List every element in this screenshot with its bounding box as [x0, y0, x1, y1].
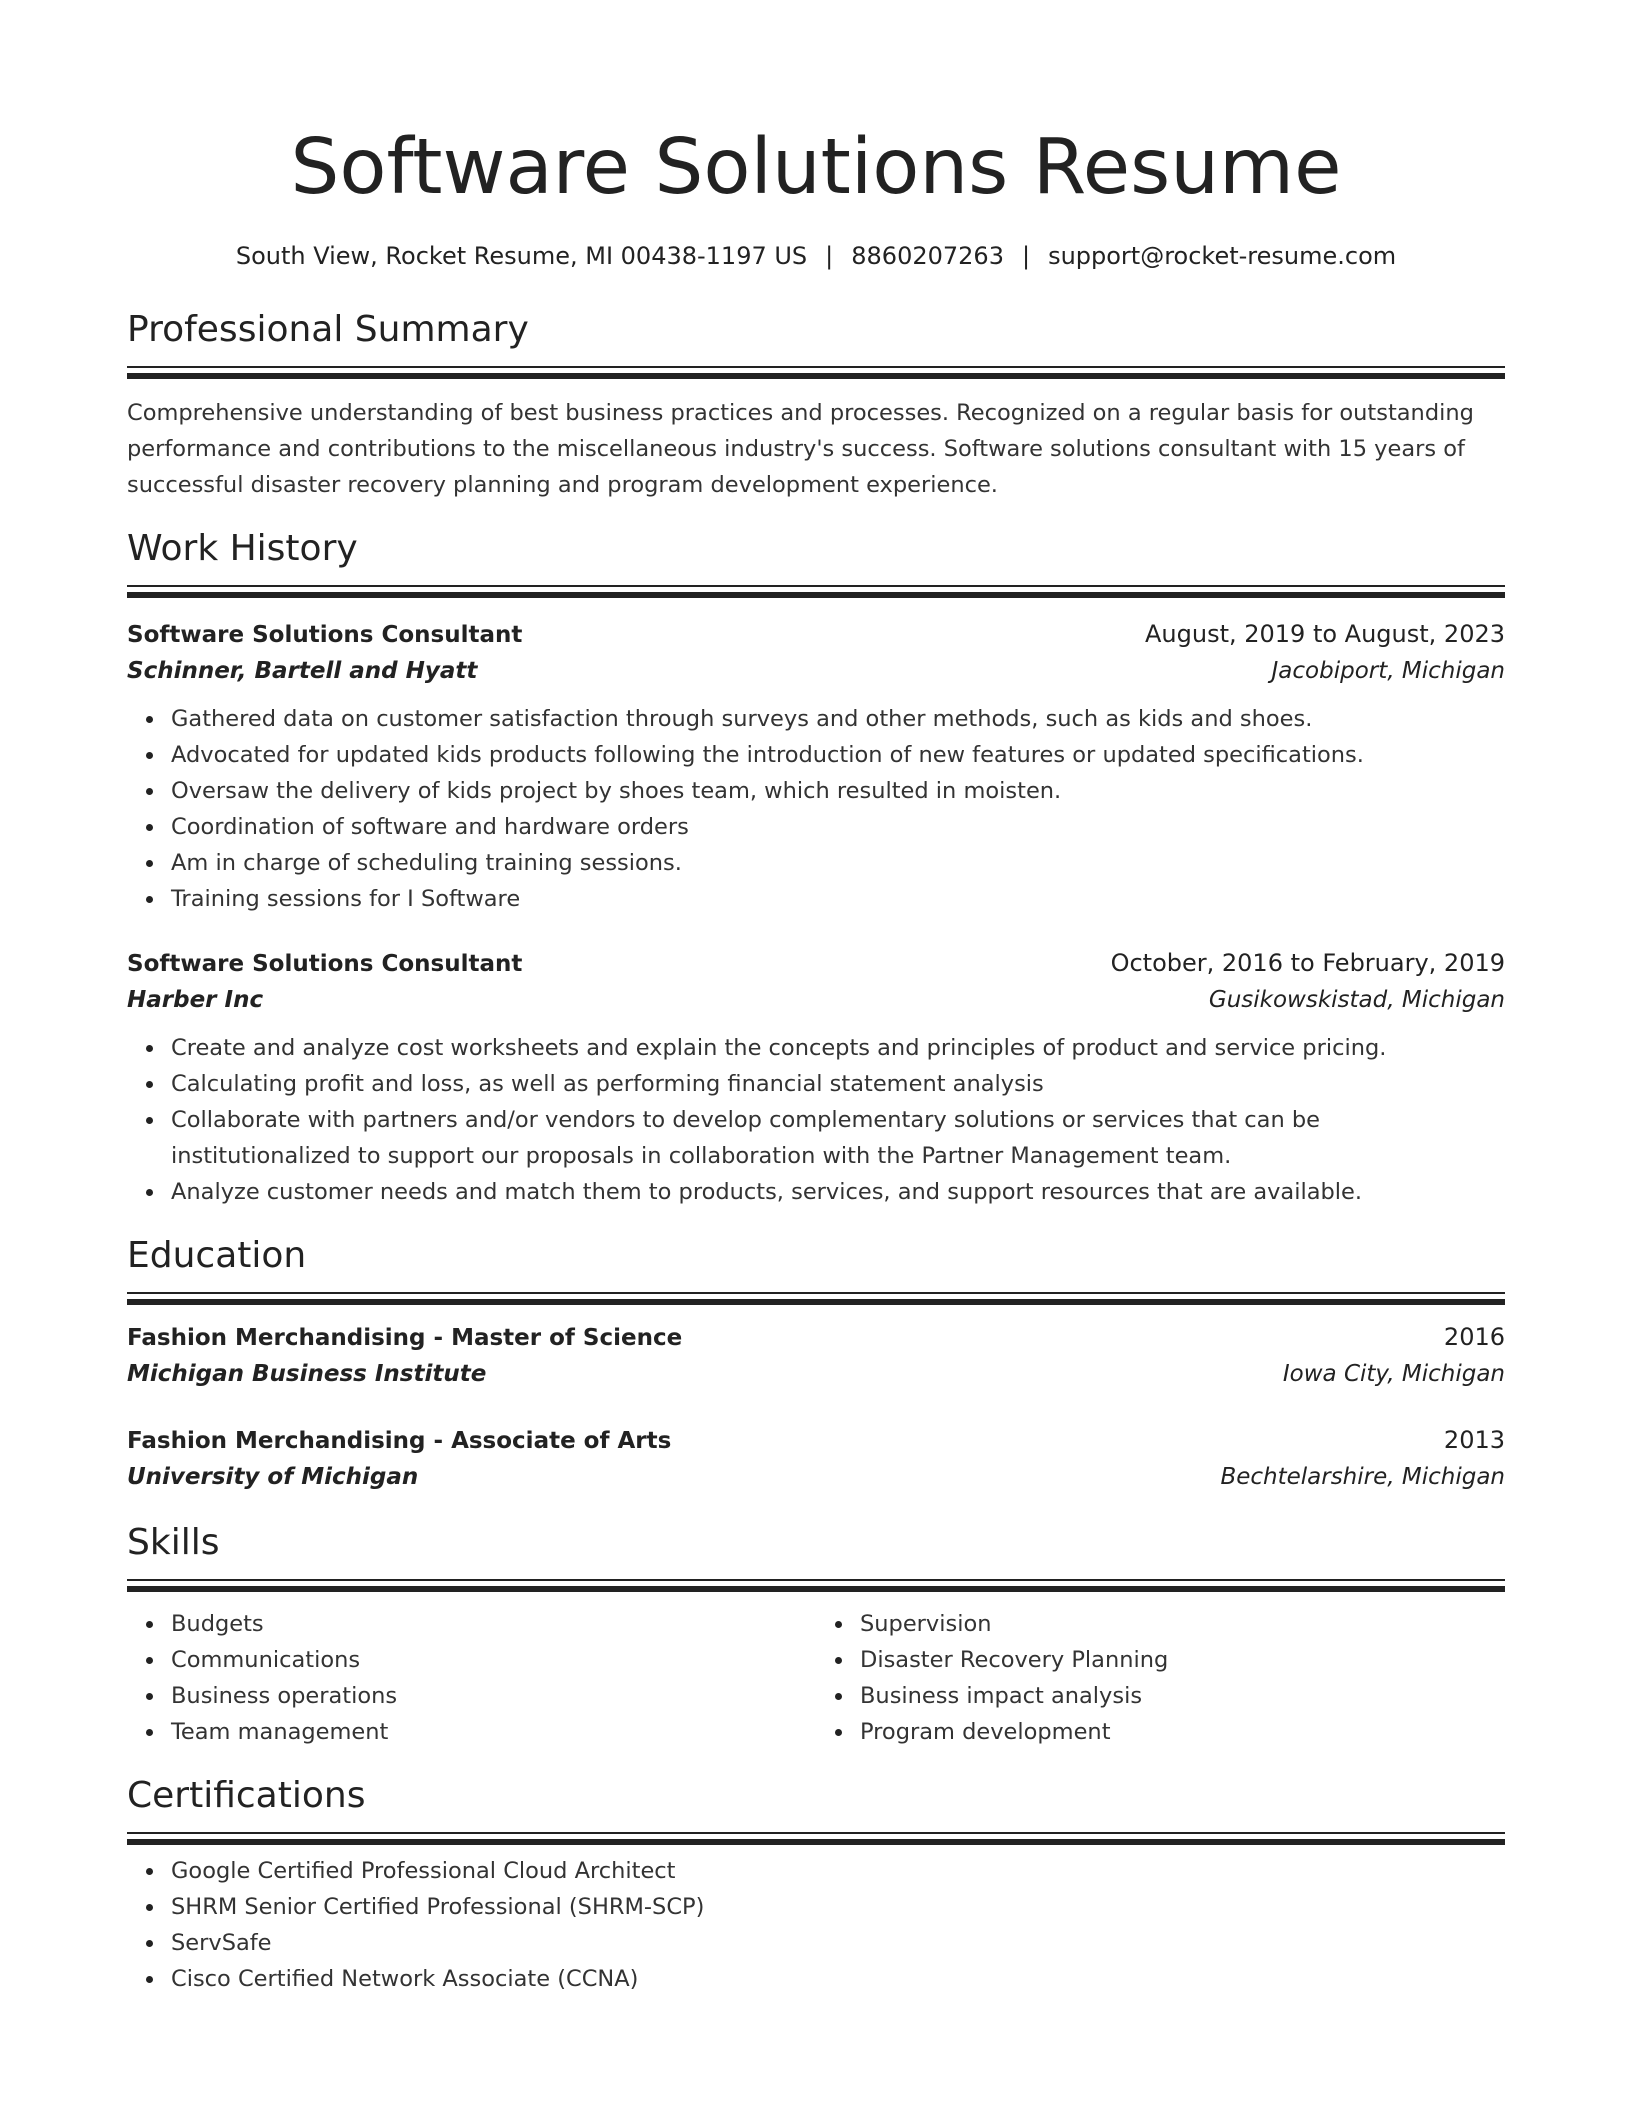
certification-item: ServSafe [171, 1925, 1505, 1961]
job-bullet: Create and analyze cost worksheets and explain the concepts and principles of product and service pricing. [171, 1030, 1505, 1066]
job-entry [127, 945, 1505, 1210]
job-bullet: Oversaw the delivery of kids project by shoes team, which resulted in moisten. [171, 773, 1505, 809]
section-rule [127, 1292, 1505, 1294]
education-location: Bechtelarshire, Michigan [1220, 1464, 1505, 1490]
job-title: Software Solutions Consultant [127, 951, 523, 977]
summary-section [127, 308, 1505, 503]
section-title-summary: Professional Summary [127, 309, 529, 350]
job-company-row [127, 653, 1505, 689]
skills-section [127, 1521, 1505, 1750]
certification-item: SHRM Senior Certified Professional (SHRM-SCP) [171, 1889, 1505, 1925]
section-rule-thick [127, 373, 1505, 379]
skills-list-right [816, 1606, 1505, 1750]
job-bullet: Am in charge of scheduling training sessions. [171, 845, 1505, 881]
education-entry [127, 1422, 1505, 1495]
job-company-row [127, 982, 1505, 1018]
education-header-row [127, 1422, 1505, 1459]
section-rule-thick [127, 1586, 1505, 1592]
certification-item: Cisco Certified Network Associate (CCNA) [171, 1961, 1505, 1997]
skill-item: Disaster Recovery Planning [860, 1642, 1505, 1678]
contact-email: support@rocket-resume.com [1048, 242, 1397, 270]
work-history-section [127, 527, 1505, 1210]
summary-text: Comprehensive understanding of best business practices and processes. Recognized on a regular basis for outstanding performance and contributions to the miscellaneous industry's success. Software solutions consultant with 15 years of successful disaster recovery planning and program development experience. [127, 400, 1474, 498]
section-rule [127, 1832, 1505, 1834]
contact-address: South View, Rocket Resume, MI 00438-1197 US [235, 242, 808, 270]
section-rule [127, 1579, 1505, 1581]
certifications-list [127, 1853, 1505, 1997]
job-location: Jacobiport, Michigan [1271, 658, 1505, 684]
job-title: Software Solutions Consultant [127, 622, 523, 648]
resume-name: Software Solutions Resume [290, 123, 1342, 212]
education-location: Iowa City, Michigan [1282, 1361, 1505, 1387]
skill-item: Business impact analysis [860, 1678, 1505, 1714]
education-school-row [127, 1459, 1505, 1495]
skill-item: Supervision [860, 1606, 1505, 1642]
section-title-work: Work History [127, 528, 358, 569]
section-rule [127, 366, 1505, 368]
education-header-row [127, 1319, 1505, 1356]
job-company: Harber Inc [127, 987, 264, 1013]
education-year: 2013 [1443, 1426, 1505, 1454]
section-rule-thick [127, 592, 1505, 598]
contact-separator: | [825, 242, 834, 270]
skill-item: Business operations [171, 1678, 816, 1714]
job-bullet-list [127, 701, 1505, 917]
contact-phone: 8860207263 [851, 242, 1004, 270]
section-rule-thick [127, 1839, 1505, 1845]
certification-item: Google Certified Professional Cloud Architect [171, 1853, 1505, 1889]
skill-item: Team management [171, 1714, 816, 1750]
section-rule-thick [127, 1299, 1505, 1305]
education-entry [127, 1319, 1505, 1392]
job-entry [127, 616, 1505, 917]
education-degree: Fashion Merchandising - Master of Science [127, 1325, 683, 1351]
skills-columns [127, 1598, 1505, 1750]
education-section [127, 1234, 1505, 1495]
section-title-education: Education [127, 1235, 307, 1276]
job-company: Schinner, Bartell and Hyatt [127, 658, 478, 684]
job-bullet: Advocated for updated kids products following the introduction of new features or updated specifications. [171, 737, 1505, 773]
job-bullet: Analyze customer needs and match them to products, services, and support resources that are available. [171, 1174, 1505, 1210]
job-bullet-list [127, 1030, 1505, 1210]
education-year: 2016 [1443, 1323, 1505, 1351]
job-bullet: Collaborate with partners and/or vendors to develop complementary solutions or services that can be institutionalized to support our proposals in collaboration with the Partner Management team. [171, 1102, 1505, 1174]
job-bullet: Training sessions for I Software [171, 881, 1505, 917]
job-bullet: Gathered data on customer satisfaction through surveys and other methods, such as kids and shoes. [171, 701, 1505, 737]
section-rule [127, 585, 1505, 587]
education-school-row [127, 1356, 1505, 1392]
job-dates: August, 2019 to August, 2023 [1145, 620, 1505, 648]
education-school: Michigan Business Institute [127, 1361, 487, 1387]
contact-line [127, 240, 1505, 272]
job-dates: October, 2016 to February, 2019 [1110, 949, 1505, 977]
education-degree: Fashion Merchandising - Associate of Arts [127, 1428, 672, 1454]
section-title-certifications: Certifications [127, 1775, 366, 1816]
skill-item: Communications [171, 1642, 816, 1678]
section-title-skills: Skills [127, 1522, 220, 1563]
skill-item: Budgets [171, 1606, 816, 1642]
education-school: University of Michigan [127, 1464, 419, 1490]
job-bullet: Calculating profit and loss, as well as performing financial statement analysis [171, 1066, 1505, 1102]
skill-item: Program development [860, 1714, 1505, 1750]
contact-separator: | [1021, 242, 1031, 270]
job-header-row [127, 945, 1505, 982]
job-bullet: Coordination of software and hardware orders [171, 809, 1505, 845]
job-location: Gusikowskistad, Michigan [1208, 987, 1505, 1013]
skills-list-left [127, 1606, 816, 1750]
certifications-section [127, 1774, 1505, 1997]
job-header-row [127, 616, 1505, 653]
